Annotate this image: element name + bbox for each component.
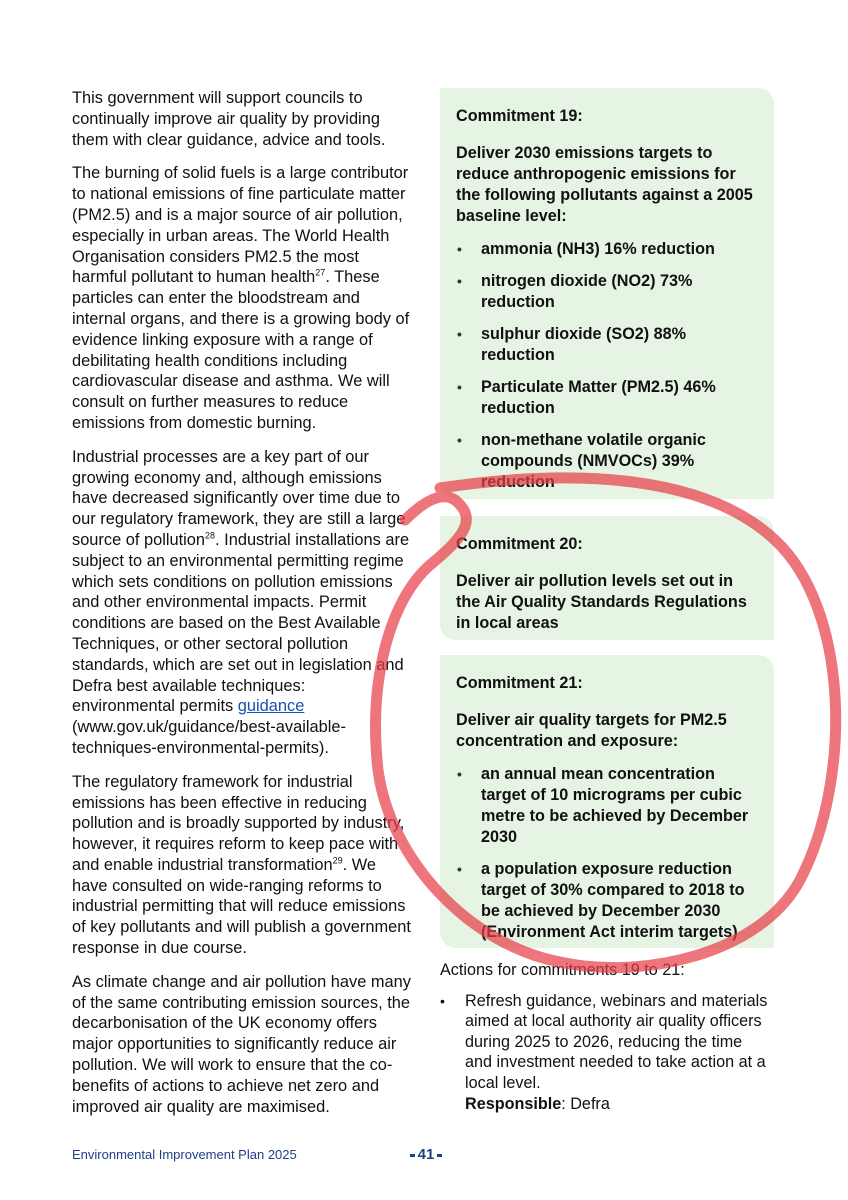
footnote-29[interactable]: 29 <box>332 855 343 866</box>
commitment-title: Commitment 20: <box>456 535 583 553</box>
bullet-icon: • <box>457 432 462 448</box>
list-item <box>440 991 770 1115</box>
bullet-icon: • <box>457 861 462 877</box>
page-number: 41 <box>402 1146 450 1163</box>
footnote-27[interactable]: 27 <box>315 267 326 278</box>
commitment-body: Deliver air quality targets for PM2.5 concentration and exposure: <box>456 711 727 750</box>
commitment-21-box <box>440 655 774 948</box>
bullet-icon: • <box>440 992 445 1009</box>
list-item: • an annual mean concentration target of 10 micrograms per cubic metre to be achieved by December 2030 <box>457 765 749 846</box>
commitment-title: Commitment 21: <box>456 674 583 692</box>
footer-document-title: Environmental Improvement Plan 2025 <box>72 1147 297 1162</box>
dash-icon <box>437 1154 442 1157</box>
responsible-label: Responsible <box>465 1094 562 1113</box>
list-item: • sulphur dioxide (SO2) 88% reduction <box>457 325 687 364</box>
paragraph-2: The burning of solid fuels is a large contributor to national emissions of fine particulate matter (PM2.5) and is a major source of air pollution, especially in urban areas. The World Health Organisation considers PM2.5 the most harmful pollutant to human health$^{27}$. These particles can enter the bloodstream and internal organs, and there is a growing body of evidence linking exposure with a range of debilitating health conditions including cardiovascular disease and asthma. We will consult on further measures to reduce emissions from domestic burning. <box>72 164 410 432</box>
commitment-title: Commitment 19: <box>456 107 583 125</box>
actions-section <box>440 960 770 1114</box>
list-item: • Particulate Matter (PM2.5) 46% reduction <box>457 378 716 417</box>
left-column <box>72 88 412 1130</box>
commitment-body: Deliver 2030 emissions targets to reduce anthropogenic emissions for the following pollutants against a 2005 baseline level: <box>456 144 753 225</box>
dash-icon <box>410 1154 415 1157</box>
list-item: • non-methane volatile organic compounds (NMVOCs) 39% reduction <box>457 431 706 491</box>
list-item: • a population exposure reduction target of 30% compared to 2018 to be achieved by December 2030 (Environment Act interim targets) <box>457 860 745 941</box>
responsible-value: : Defra <box>561 1094 610 1113</box>
paragraph-4: The regulatory framework for industrial emissions has been effective in reducing pollution and is broadly supported by industry, however, it requires reform to keep pace with and enable industrial transformation$^{29}$. We have consulted on wide-ranging reforms to industrial permitting that will reduce emissions of key pollutants and will publish a government response in due course. <box>72 772 411 958</box>
bullet-icon: • <box>457 766 462 782</box>
commitment-body: Deliver air pollution levels set out in the Air Quality Standards Regulations in local areas <box>456 572 747 632</box>
paragraph-1: This government will support councils to continually improve air quality by providing them with clear guidance, advice and tools. <box>72 89 386 149</box>
action-text: Refresh guidance, webinars and materials aimed at local authority air quality officers during 2025 to 2026, reducing the time and investment needed to take action at a local level. <box>465 991 768 1092</box>
list-item: • nitrogen dioxide (NO2) 73% reduction <box>457 272 693 311</box>
bullet-icon: • <box>457 326 462 342</box>
list-item: • ammonia (NH3) 16% reduction <box>457 240 715 258</box>
actions-heading: Actions for commitments 19 to 21: <box>440 961 685 979</box>
commitment-bullets <box>456 239 758 493</box>
commitment-20-box <box>440 516 774 640</box>
paragraph-5: As climate change and air pollution have many of the same contributing emission sources, the decarbonisation of the UK economy offers major opportunities to significantly reduce air pollution. We will work to ensure that the co-benefits of actions to achieve net zero and improved air quality are maximised. <box>72 972 411 1116</box>
commitment-bullets <box>456 764 758 943</box>
footnote-28[interactable]: 28 <box>205 530 216 541</box>
bullet-icon: • <box>457 379 462 395</box>
bullet-icon: • <box>457 273 462 289</box>
bullet-icon: • <box>457 241 462 257</box>
commitment-19-box <box>440 88 774 499</box>
guidance-link[interactable]: guidance <box>237 697 305 716</box>
paragraph-3: Industrial processes are a key part of our growing economy and, although emissions have decreased significantly over time due to our regulatory framework, they are still a large source of pollution$^{28}$. Industrial installations are subject to an environmental permitting regime which sets conditions on pollution emissions and other environmental impacts. Permit conditions are based on the Best Available Techniques, or other sectoral pollution standards, which are set out in legislation and Defra best available techniques: environmental permits guidance (www.gov.uk/guidance/best-available-techniques-environmental-permits). <box>72 447 410 757</box>
